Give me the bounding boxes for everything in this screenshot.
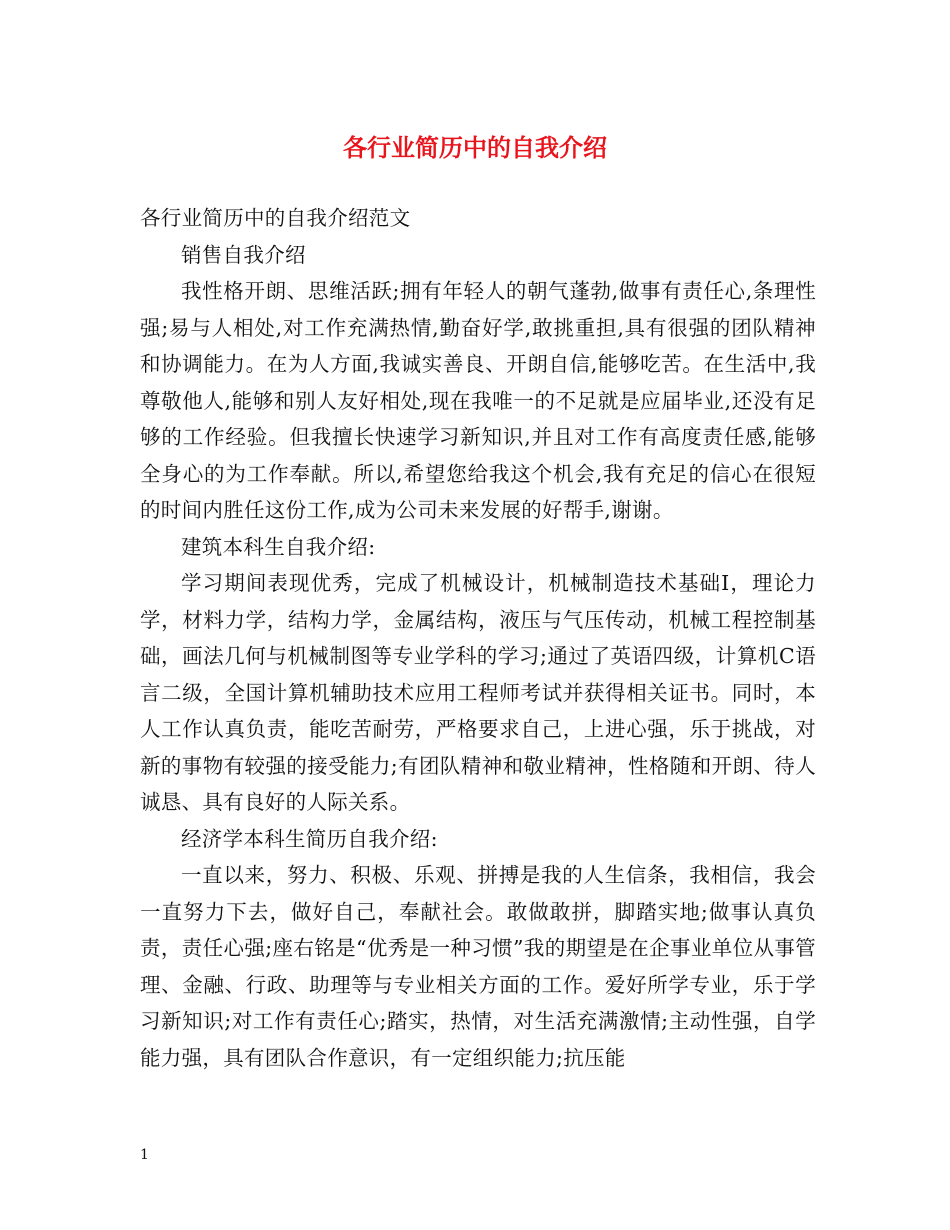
section-heading-sales: 销售自我介绍 bbox=[181, 242, 306, 267]
section-heading-architecture: 建筑本科生自我介绍: bbox=[181, 534, 376, 559]
paragraph-architecture: 学习期间表现优秀，完成了机械设计，机械制造技术基础Ⅰ，理论力学，材料力学，结构力学，金属结构，液压与气压传动，机械工程控制基础，画法几何与机械制图等专业学科的学习;通过了英语四级，计算机C语言二级，全国计算机辅助技术应用工程师考试并获得相关证书。同时，本人工作认真负责，能吃苦耐劳，严格要求自己，上进心强，乐于挑战，对新的事物有较强的接受能力;有团队精神和敬业精神，性格随和开朗、待人诚恳、具有良好的人际关系。 bbox=[140, 571, 816, 814]
page-number: 1 bbox=[140, 1147, 149, 1163]
document-title: 各行业简历中的自我介绍 bbox=[343, 133, 607, 162]
section-heading-economics: 经济学本科生简历自我介绍: bbox=[181, 826, 438, 851]
document-body bbox=[140, 200, 816, 1076]
paragraph-economics: 一直以来，努力、积极、乐观、拼搏是我的人生信条，我相信，我会一直努力下去，做好自己，奉献社会。敢做敢拼，脚踏实地;做事认真负责，责任心强;座右铭是“优秀是一种习惯”我的期望是在企事业单位从事管理、金融、行政、助理等与专业相关方面的工作。爱好所学专业，乐于学习新知识;对工作有责任心;踏实，热情，对生活充满激情;主动性强，自学能力强，具有团队合作意识，有一定组织能力;抗压能 bbox=[140, 863, 816, 1070]
paragraph-sales: 我性格开朗、思维活跃;拥有年轻人的朝气蓬勃,做事有责任心,条理性强;易与人相处,对工作充满热情,勤奋好学,敢挑重担,具有很强的团队精神和协调能力。在为人方面,我诚实善良、开朗自信,能够吃苦。在生活中,我尊敬他人,能够和别人友好相处,现在我唯一的不足就是应届毕业,还没有足够的工作经验。但我擅长快速学习新知识,并且对工作有高度责任感,能够全身心的为工作奉献。所以,希望您给我这个机会,我有充足的信心在很短的时间内胜任这份工作,成为公司未来发展的好帮手,谢谢。 bbox=[140, 279, 816, 522]
document-subtitle: 各行业简历中的自我介绍范文 bbox=[140, 206, 411, 230]
